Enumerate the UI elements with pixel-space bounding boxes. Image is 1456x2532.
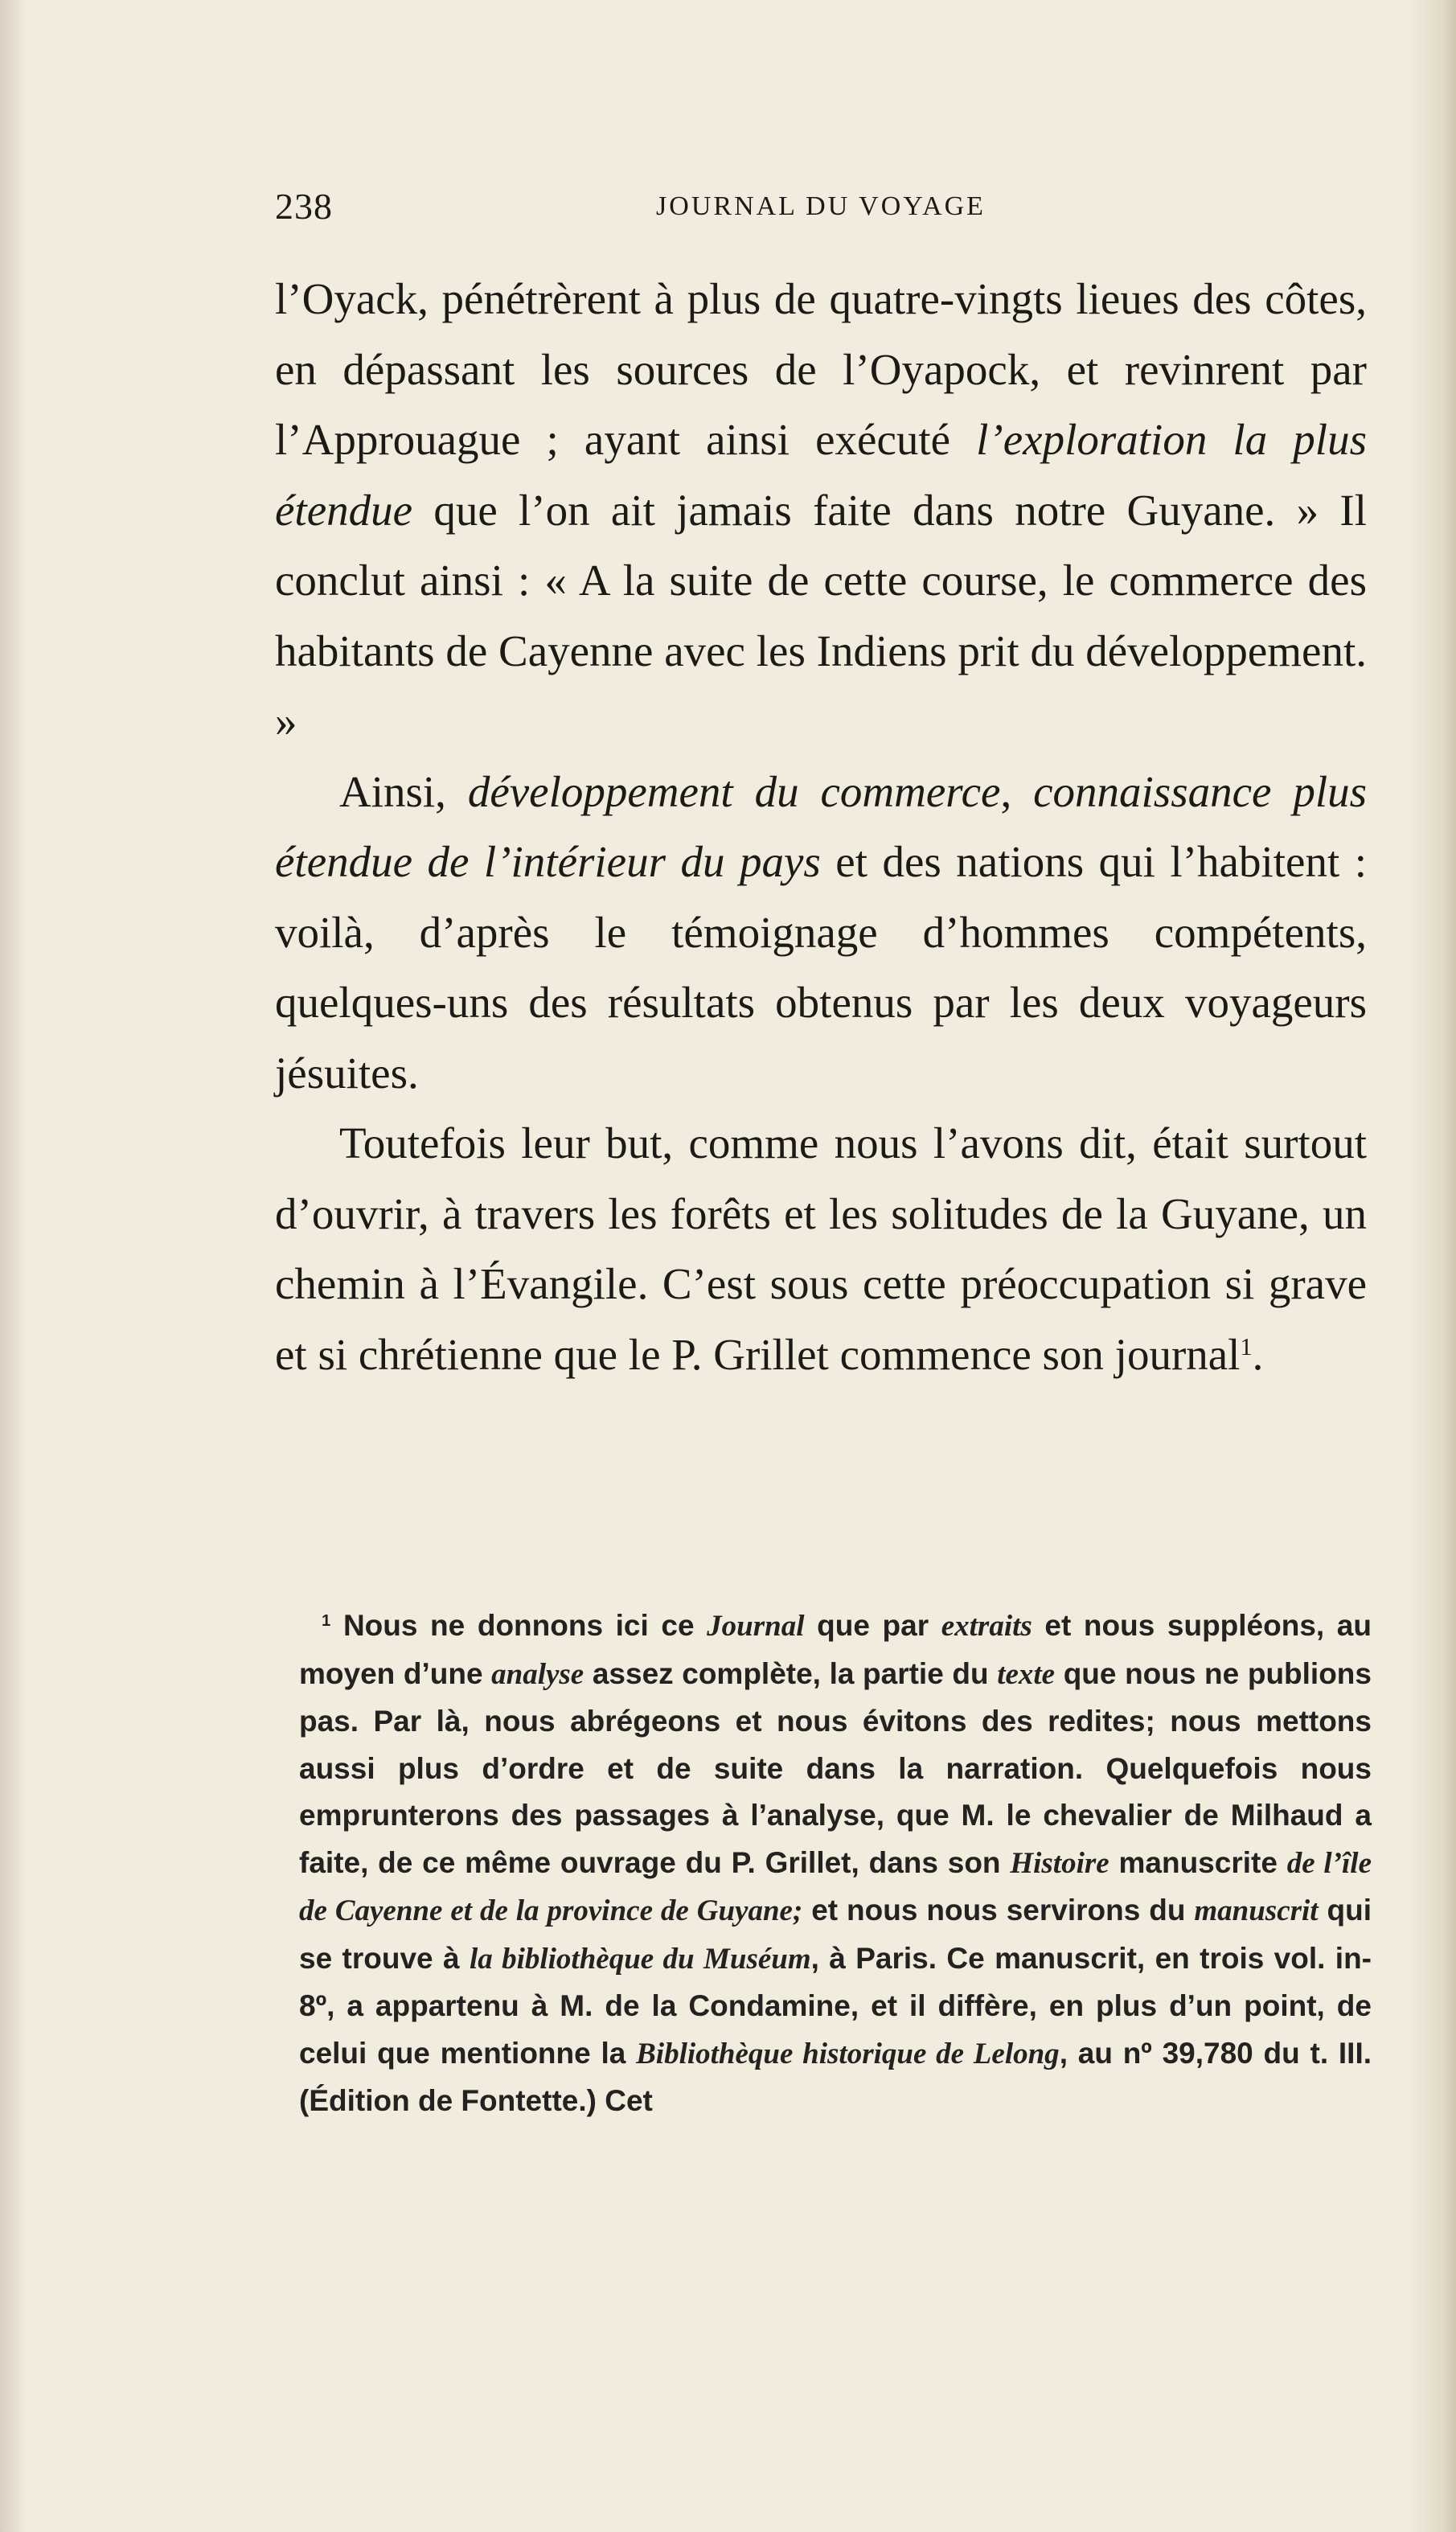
- running-head: JOURNAL DU VOYAGE: [656, 191, 986, 221]
- paragraph-3: Toutefois leur but, comme nous l’avons dit, était surtout d’ouvrir, à travers les forêts et les solitudes de la Guyane, un chemin à l’Évangile. C’est sous cette préoccupation si grave et si chrétienne que le P. Grillet commence son journal$^1$.: [275, 1118, 1367, 1379]
- footnote-reference: 1: [1240, 1332, 1253, 1360]
- footnote-marker: 1: [322, 1611, 331, 1630]
- paragraph-2: Ainsi, développement du commerce, connaissance plus étendue de l’intérieur du pays et des nations qui l’habitent : voilà, d’après le témoignage d’hommes compétents, quelques-uns des résultats obtenus par les deux voyageurs jésuites.: [275, 766, 1368, 1098]
- footnote: [299, 1603, 1372, 2125]
- page-header: [275, 185, 1367, 241]
- page-edge-shadow: [1408, 0, 1456, 2532]
- page-gutter-shadow: [0, 0, 27, 2532]
- page-number: 238: [275, 186, 333, 227]
- main-text: [275, 264, 1367, 1389]
- paragraph-1: l’Oyack, pénétrèrent à plus de quatre-vingts lieues des côtes, en dépassant les sources de l’Oyapock, et revinrent par l’Approuague ; ayant ainsi exécuté l’exploration la plus étendue que l’on ait jamais faite dans notre Guyane. » Il conclut ainsi : « A la suite de cette course, le commerce des habitants de Cayenne avec les Indiens prit du développement. »: [275, 274, 1367, 745]
- footnote-text: $^1$ Nous ne donnons ici ce Journal que par extraits et nous suppléons, au moyen d’une analyse assez complète, la partie du texte que nous ne publions pas. Par là, nous abrégeons et nous évitons des redites; nous mettons aussi plus d’ordre et de suite dans la narration. Quelquefois nous emprunterons des passages à l’analyse, que M. le chevalier de Milhaud a faite, de ce même ouvrage du P. Grillet, dans son Histoire manuscrite de l’île de Cayenne et de la province de Guyane; et nous nous servirons du manuscrit qui se trouve à la bibliothèque du Muséum, à Paris. Ce manuscrit, en trois vol. in-8º, a appartenu à M. de la Condamine, et il diffère, en plus d’un point, de celui que mentionne la Bibliothèque historique de Lelong, au nº 39,780 du t. III. (Édition de Fontette.) Cet: [299, 1609, 1372, 2117]
